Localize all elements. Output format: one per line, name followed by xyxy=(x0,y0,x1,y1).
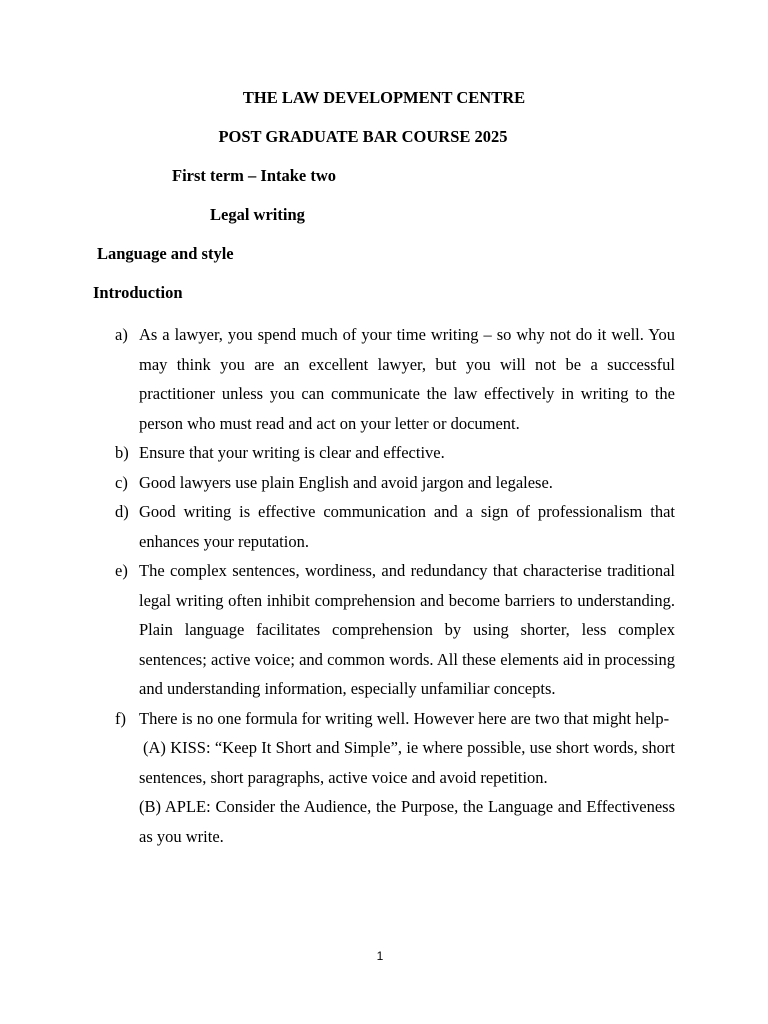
list-marker: d) xyxy=(115,502,129,521)
term-heading: First term – Intake two xyxy=(172,166,337,185)
list-item-b xyxy=(115,438,675,468)
list-item-text: Good writing is effective communication and a sign of professionalism that enhances your reputation. xyxy=(139,502,675,551)
list-item-text: Good lawyers use plain English and avoid jargon and legalese. xyxy=(139,472,553,492)
list-marker: f) xyxy=(115,708,126,728)
list-item-d xyxy=(115,497,675,556)
list-item-text: There is no one formula for writing well. However here are two that might help- xyxy=(139,708,670,728)
list-item-a xyxy=(115,320,675,438)
topic-heading: Language and style xyxy=(97,244,234,263)
list-item-e xyxy=(115,556,675,704)
aple-principle: (B) APLE: Consider the Audience, the Purpose, the Language and Effectiveness as you write. xyxy=(139,797,675,846)
list-marker: e) xyxy=(115,561,128,580)
introduction-list xyxy=(115,320,675,851)
list-item-text: As a lawyer, you spend much of your time writing – so why not do it well. You may think you are an excellent lawyer, but you will not be a successful practitioner unless you can communicate the law effectively in writing to the person who must read and act on your letter or document. xyxy=(139,325,675,433)
list-item-text: The complex sentences, wordiness, and redundancy that characterise traditional legal writing often inhibit comprehension and become barriers to understanding. Plain language facilitates comprehension by using shorter, less complex sentences; active voice; and common words. All these elements aid in processing and understanding information, especially unfamiliar concepts. xyxy=(139,561,675,698)
course-title: POST GRADUATE BAR COURSE 2025 xyxy=(218,127,508,146)
list-item-text: Ensure that your writing is clear and effective. xyxy=(139,443,445,462)
section-heading: Introduction xyxy=(93,283,183,302)
subject-heading: Legal writing xyxy=(210,205,305,224)
institution-title: THE LAW DEVELOPMENT CENTRE xyxy=(242,88,526,107)
list-marker: a) xyxy=(115,325,128,344)
list-item-f xyxy=(115,704,675,852)
list-marker: b) xyxy=(115,443,129,462)
kiss-principle: (A) KISS: “Keep It Short and Simple”, ie where possible, use short words, short sentences, short paragraphs, active voice and avoid repetition. xyxy=(139,738,675,787)
list-marker: c) xyxy=(115,472,128,492)
page-number: 1 xyxy=(376,949,384,963)
list-item-c xyxy=(115,468,675,498)
